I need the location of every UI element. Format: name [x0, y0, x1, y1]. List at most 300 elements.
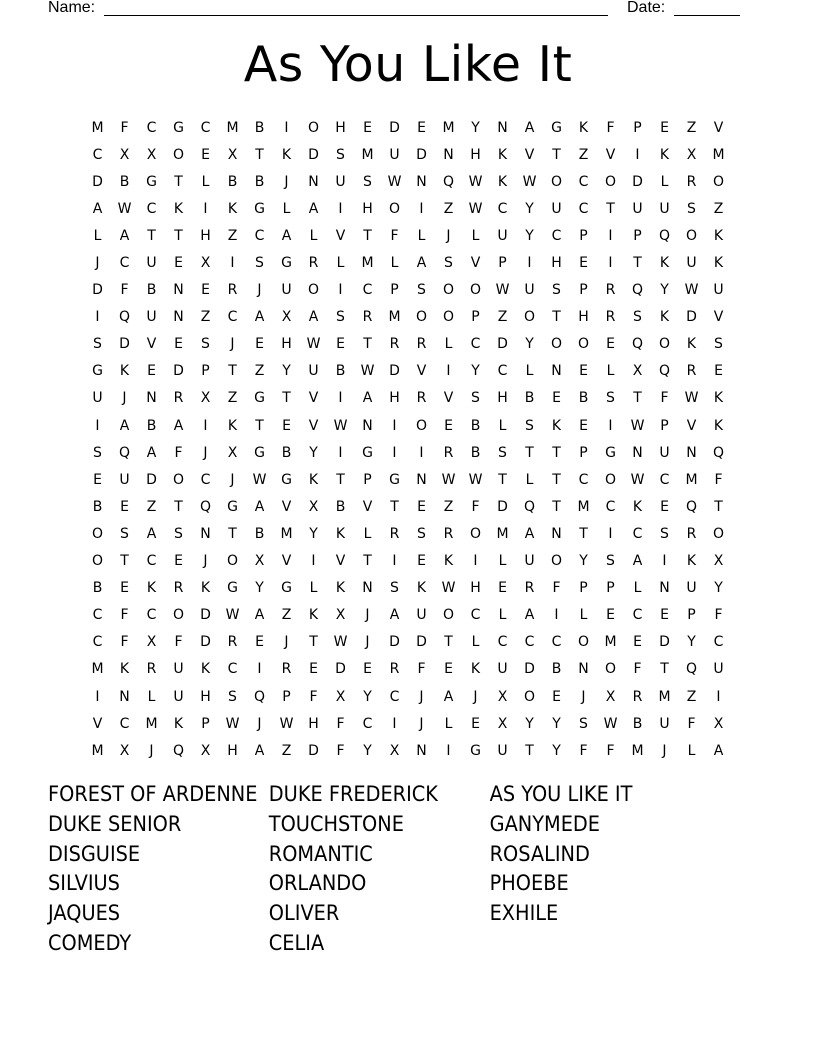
grid-cell: S [471, 390, 480, 407]
grid-cell: B [578, 390, 589, 407]
grid-cell: I [95, 688, 100, 705]
grid-cell: E [255, 634, 264, 651]
grid-cell: W [441, 471, 456, 488]
grid-cell: D [389, 119, 400, 136]
grid-cell: D [173, 363, 184, 380]
grid-cell: S [336, 309, 345, 326]
grid-cell: U [173, 661, 184, 678]
grid-cell: J [446, 227, 451, 244]
grid-cell: Q [253, 688, 266, 705]
grid-cell: D [335, 661, 346, 678]
word-list-item: OLIVER [268, 901, 340, 926]
grid-cell: G [605, 444, 616, 461]
grid-cell: O [307, 119, 320, 136]
grid-cell: V [281, 553, 292, 570]
grid-cell: J [122, 390, 127, 407]
grid-cell: K [578, 119, 589, 136]
grid-cell: Z [281, 742, 292, 759]
grid-cell: C [470, 336, 481, 353]
grid-cell: O [685, 227, 698, 244]
grid-cell: L [471, 227, 480, 244]
grid-cell: T [282, 390, 291, 407]
grid-cell: J [365, 634, 370, 651]
grid-cell: N [497, 119, 508, 136]
word-list-item: AS YOU LIKE IT [489, 782, 633, 806]
grid-cell: E [471, 715, 480, 732]
grid-cell: P [471, 309, 480, 326]
grid-cell: W [441, 580, 456, 597]
grid-cell: W [225, 607, 240, 624]
grid-cell: E [444, 417, 453, 434]
grid-cell: V [713, 309, 724, 326]
grid-cell: S [228, 688, 237, 705]
grid-cell: N [416, 471, 427, 488]
grid-cell: A [713, 742, 724, 759]
grid-cell: M [361, 146, 374, 163]
grid-cell: A [146, 444, 157, 461]
grid-cell: F [120, 282, 129, 299]
date-blank-line[interactable] [674, 15, 740, 16]
grid-cell: C [632, 607, 643, 624]
grid-cell: T [228, 525, 237, 542]
grid-cell: O [712, 525, 725, 542]
grid-cell: L [498, 607, 507, 624]
grid-cell: C [578, 173, 589, 190]
grid-cell: F [309, 688, 318, 705]
grid-cell: T [174, 498, 183, 515]
grid-cell: X [389, 742, 400, 759]
grid-cell: P [579, 580, 588, 597]
grid-cell: F [606, 742, 615, 759]
grid-cell: C [632, 525, 643, 542]
grid-cell: T [714, 498, 723, 515]
grid-cell: E [417, 553, 426, 570]
grid-cell: V [335, 227, 346, 244]
grid-cell: E [120, 498, 129, 515]
grid-cell: B [146, 417, 157, 434]
grid-cell: A [119, 417, 130, 434]
grid-cell: Q [118, 309, 131, 326]
grid-cell: C [389, 688, 400, 705]
grid-cell: Y [282, 363, 291, 380]
grid-cell: U [146, 255, 157, 272]
grid-cell: X [254, 553, 265, 570]
grid-cell: D [389, 634, 400, 651]
grid-cell: O [523, 688, 536, 705]
grid-cell: A [389, 607, 400, 624]
name-blank-line[interactable] [104, 15, 608, 16]
grid-cell: E [444, 661, 453, 678]
grid-cell: T [255, 146, 264, 163]
grid-cell: P [201, 715, 210, 732]
grid-cell: F [390, 227, 399, 244]
grid-cell: W [468, 471, 483, 488]
grid-cell: C [497, 363, 508, 380]
grid-cell: I [311, 553, 316, 570]
grid-cell: T [255, 417, 264, 434]
grid-cell: G [146, 173, 157, 190]
grid-cell: X [227, 444, 238, 461]
grid-cell: X [200, 390, 211, 407]
grid-cell: J [203, 553, 208, 570]
word-list-item: ROSALIND [489, 841, 590, 866]
grid-cell: V [470, 255, 481, 272]
grid-cell: L [525, 363, 534, 380]
date-label: Date: [627, 0, 666, 16]
grid-cell: G [254, 444, 265, 461]
grid-cell: K [119, 363, 130, 380]
grid-cell: M [280, 525, 293, 542]
grid-cell: K [713, 255, 724, 272]
grid-cell: I [392, 715, 397, 732]
grid-cell: S [525, 417, 534, 434]
grid-cell: V [713, 119, 724, 136]
grid-cell: B [632, 715, 643, 732]
grid-cell: I [419, 444, 424, 461]
grid-cell: X [200, 742, 211, 759]
grid-cell: I [716, 688, 721, 705]
grid-cell: R [524, 580, 535, 597]
grid-cell: D [524, 661, 535, 678]
grid-cell: R [146, 661, 157, 678]
grid-cell: Q [118, 444, 131, 461]
grid-cell: W [387, 173, 402, 190]
grid-cell: J [284, 634, 289, 651]
grid-cell: N [578, 661, 589, 678]
grid-cell: K [308, 471, 319, 488]
grid-cell: U [119, 471, 130, 488]
grid-cell: T [363, 227, 372, 244]
grid-cell: T [633, 390, 642, 407]
grid-cell: I [392, 553, 397, 570]
grid-cell: O [550, 553, 563, 570]
grid-cell: K [335, 580, 346, 597]
page-title: As You Like It [243, 36, 573, 93]
grid-cell: S [174, 525, 183, 542]
grid-cell: A [308, 200, 319, 217]
grid-cell: H [578, 309, 589, 326]
grid-cell: E [660, 607, 669, 624]
grid-cell: E [309, 661, 318, 678]
grid-cell: X [227, 146, 238, 163]
grid-cell: C [578, 471, 589, 488]
grid-cell: M [442, 119, 455, 136]
grid-cell: E [201, 146, 210, 163]
grid-cell: I [608, 255, 613, 272]
grid-cell: F [579, 742, 588, 759]
grid-cell: S [120, 525, 129, 542]
grid-cell: F [417, 661, 426, 678]
grid-cell: I [95, 309, 100, 326]
grid-cell: Z [443, 200, 454, 217]
grid-cell: Y [525, 715, 534, 732]
grid-cell: I [473, 553, 478, 570]
grid-cell: E [579, 255, 588, 272]
grid-cell: T [633, 255, 642, 272]
grid-cell: O [604, 173, 617, 190]
grid-cell: C [119, 715, 130, 732]
grid-cell: S [552, 282, 561, 299]
grid-cell: U [686, 255, 697, 272]
grid-cell: R [389, 525, 400, 542]
grid-cell: B [254, 173, 265, 190]
grid-cell: L [444, 336, 453, 353]
grid-cell: G [254, 390, 265, 407]
grid-cell: M [631, 742, 644, 759]
grid-cell: E [579, 363, 588, 380]
grid-cell: C [713, 634, 724, 651]
grid-cell: U [173, 688, 184, 705]
grid-cell: Z [497, 309, 508, 326]
grid-cell: A [524, 607, 535, 624]
grid-cell: S [606, 553, 615, 570]
grid-cell: K [659, 146, 670, 163]
grid-cell: O [172, 146, 185, 163]
grid-cell: T [525, 444, 534, 461]
grid-cell: G [389, 471, 400, 488]
word-list-item: FOREST OF ARDENNE [48, 782, 258, 806]
grid-cell: D [308, 146, 319, 163]
grid-cell: T [147, 227, 156, 244]
grid-cell: C [146, 200, 157, 217]
grid-cell: K [686, 336, 697, 353]
grid-cell: M [145, 715, 158, 732]
grid-cell: I [95, 417, 100, 434]
grid-cell: C [362, 715, 373, 732]
grid-cell: G [227, 498, 238, 515]
grid-cell: W [333, 417, 348, 434]
grid-cell: V [308, 390, 319, 407]
word-list-item: ROMANTIC [268, 841, 373, 866]
grid-cell: P [579, 282, 588, 299]
grid-cell: R [281, 661, 292, 678]
grid-cell: F [714, 471, 723, 488]
grid-cell: W [360, 363, 375, 380]
grid-cell: C [200, 119, 211, 136]
grid-cell: B [524, 390, 535, 407]
grid-cell: H [551, 255, 562, 272]
grid-cell: T [390, 498, 399, 515]
grid-cell: K [281, 146, 292, 163]
grid-cell: M [361, 255, 374, 272]
grid-cell: Y [363, 688, 372, 705]
grid-cell: C [146, 607, 157, 624]
grid-cell: T [363, 553, 372, 570]
grid-cell: K [173, 715, 184, 732]
grid-cell: E [201, 282, 210, 299]
grid-cell: T [309, 634, 318, 651]
grid-cell: S [336, 146, 345, 163]
grid-cell: B [92, 498, 103, 515]
grid-cell: C [200, 471, 211, 488]
grid-cell: U [497, 661, 508, 678]
grid-cell: O [388, 200, 401, 217]
grid-cell: N [308, 173, 319, 190]
grid-cell: O [469, 525, 482, 542]
grid-cell: K [119, 661, 130, 678]
grid-cell: I [446, 742, 451, 759]
grid-cell: K [470, 661, 481, 678]
grid-cell: F [714, 607, 723, 624]
grid-cell: T [525, 742, 534, 759]
grid-cell: P [498, 255, 507, 272]
grid-cell: X [119, 742, 130, 759]
grid-cell: M [658, 688, 671, 705]
grid-cell: S [417, 282, 426, 299]
grid-cell: E [93, 471, 102, 488]
grid-cell: O [91, 525, 104, 542]
grid-cell: Z [254, 363, 265, 380]
grid-cell: I [284, 119, 289, 136]
grid-cell: H [308, 715, 319, 732]
grid-cell: N [659, 580, 670, 597]
grid-cell: F [120, 634, 129, 651]
grid-cell: Z [200, 309, 211, 326]
grid-cell: O [172, 471, 185, 488]
grid-cell: F [552, 580, 561, 597]
grid-cell: M [712, 146, 725, 163]
grid-cell: L [660, 173, 669, 190]
grid-cell: Y [660, 282, 669, 299]
grid-cell: Q [712, 444, 725, 461]
grid-cell: H [335, 119, 346, 136]
grid-cell: C [254, 227, 265, 244]
grid-cell: A [173, 417, 184, 434]
word-list-item: DISGUISE [48, 841, 141, 866]
grid-cell: C [470, 607, 481, 624]
grid-cell: X [335, 607, 346, 624]
grid-cell: Z [281, 607, 292, 624]
grid-cell: I [338, 390, 343, 407]
grid-cell: W [684, 282, 699, 299]
grid-cell: M [91, 119, 104, 136]
grid-cell: C [362, 282, 373, 299]
grid-cell: L [93, 227, 102, 244]
grid-cell: A [524, 119, 535, 136]
grid-cell: U [335, 173, 346, 190]
word-list-item: EXHILE [489, 901, 559, 926]
grid-cell: B [281, 444, 292, 461]
grid-cell: T [120, 553, 129, 570]
grid-cell: S [93, 336, 102, 353]
grid-cell: C [497, 200, 508, 217]
grid-cell: S [660, 525, 669, 542]
grid-cell: J [203, 444, 208, 461]
grid-cell: U [497, 227, 508, 244]
grid-cell: V [443, 390, 454, 407]
grid-cell: N [362, 417, 373, 434]
grid-cell: S [417, 525, 426, 542]
grid-cell: Y [309, 525, 318, 542]
grid-cell: L [633, 580, 642, 597]
grid-cell: M [604, 634, 617, 651]
grid-cell: M [388, 309, 401, 326]
grid-cell: K [200, 661, 211, 678]
grid-cell: Y [525, 200, 534, 217]
grid-cell: L [309, 580, 318, 597]
grid-cell: K [659, 255, 670, 272]
grid-cell: A [119, 227, 130, 244]
name-label: Name: [48, 0, 96, 16]
grid-cell: X [632, 363, 643, 380]
grid-cell: Y [309, 444, 318, 461]
grid-cell: R [443, 444, 454, 461]
grid-cell: D [308, 742, 319, 759]
grid-cell: E [579, 417, 588, 434]
grid-cell: X [686, 146, 697, 163]
grid-cell: I [203, 200, 208, 217]
word-list-item: GANYMEDE [489, 811, 601, 836]
grid-cell: D [119, 336, 130, 353]
grid-cell: C [92, 634, 103, 651]
grid-cell: O [550, 336, 563, 353]
grid-cell: D [200, 607, 211, 624]
grid-cell: J [95, 255, 100, 272]
grid-cell: J [365, 607, 370, 624]
grid-cell: C [227, 661, 238, 678]
grid-cell: D [497, 498, 508, 515]
grid-cell: U [713, 661, 724, 678]
grid-cell: P [282, 688, 291, 705]
grid-cell: J [581, 688, 586, 705]
grid-cell: E [336, 336, 345, 353]
grid-cell: R [173, 390, 184, 407]
grid-cell: Y [552, 742, 561, 759]
grid-cell: C [227, 309, 238, 326]
grid-cell: F [336, 742, 345, 759]
grid-cell: I [608, 417, 613, 434]
grid-cell: I [446, 363, 451, 380]
grid-cell: I [203, 417, 208, 434]
grid-cell: E [174, 255, 183, 272]
grid-cell: O [172, 607, 185, 624]
grid-cell: C [146, 553, 157, 570]
grid-cell: J [284, 173, 289, 190]
grid-cell: X [308, 498, 319, 515]
grid-cell: N [173, 309, 184, 326]
grid-cell: E [147, 363, 156, 380]
word-list-item: JAQUES [48, 901, 121, 926]
grid-cell: K [227, 417, 238, 434]
grid-cell: N [173, 282, 184, 299]
grid-cell: T [174, 227, 183, 244]
grid-cell: L [363, 525, 372, 542]
grid-cell: R [632, 688, 643, 705]
grid-cell: A [281, 227, 292, 244]
grid-cell: V [416, 363, 427, 380]
grid-cell: R [416, 336, 427, 353]
grid-cell: K [632, 498, 643, 515]
grid-cell: Q [199, 498, 212, 515]
grid-cell: E [606, 336, 615, 353]
grid-cell: Q [685, 661, 698, 678]
grid-cell: L [147, 688, 156, 705]
grid-cell: V [524, 146, 535, 163]
grid-cell: O [604, 661, 617, 678]
grid-cell: U [524, 553, 535, 570]
grid-cell: O [415, 309, 428, 326]
grid-cell: A [524, 525, 535, 542]
grid-cell: K [335, 525, 346, 542]
grid-cell: N [686, 444, 697, 461]
grid-cell: N [551, 525, 562, 542]
grid-cell: Z [713, 200, 724, 217]
grid-cell: R [686, 363, 697, 380]
grid-cell: P [390, 282, 399, 299]
grid-cell: I [554, 607, 559, 624]
grid-cell: E [660, 498, 669, 515]
grid-cell: O [442, 282, 455, 299]
